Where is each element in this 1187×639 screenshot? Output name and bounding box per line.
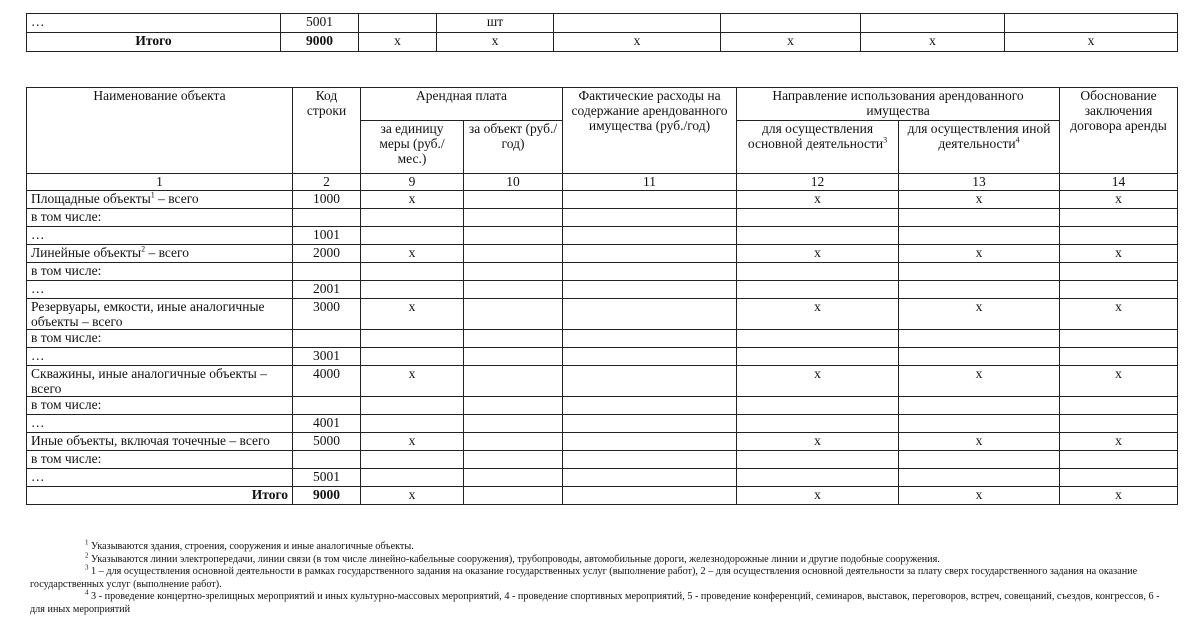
- table-row: [27, 469, 1178, 487]
- table-row: [27, 191, 1178, 209]
- row-name-text: …: [31, 415, 45, 430]
- row-code: [293, 330, 361, 348]
- top-table-cell: [359, 14, 437, 33]
- row-cell-c13: [899, 330, 1060, 348]
- top-table-cell: [1005, 14, 1178, 33]
- row-cell-c12: x: [737, 191, 899, 209]
- top-table-cell: 9000: [281, 33, 359, 52]
- header-name: Наименование объекта: [27, 88, 293, 174]
- row-cell-c10: [464, 433, 563, 451]
- header-rent-unit: за единицу меры (руб./мес.): [361, 121, 464, 174]
- row-cell-c10: [464, 397, 563, 415]
- row-name: [27, 415, 293, 433]
- row-name: [27, 451, 293, 469]
- table-row: [27, 451, 1178, 469]
- total-cell-c13: x: [899, 487, 1060, 505]
- footnote-number: 1: [85, 538, 89, 547]
- row-cell-c12: [737, 415, 899, 433]
- column-number-cell: 1: [27, 174, 293, 191]
- top-table-cell: x: [861, 33, 1005, 52]
- top-table-cell: шт: [437, 14, 554, 33]
- row-name-text: Скважины, иные аналогичные объекты – всего: [31, 366, 267, 396]
- top-table-row: [27, 14, 1178, 33]
- top-table-row: [27, 33, 1178, 52]
- row-name: [27, 348, 293, 366]
- row-code: 2001: [293, 281, 361, 299]
- row-cell-c10: [464, 191, 563, 209]
- row-cell-c11: [563, 397, 737, 415]
- row-name-suffix: – всего: [145, 245, 189, 260]
- table-row: [27, 299, 1178, 330]
- row-cell-c11: [563, 209, 737, 227]
- total-label: Итого: [27, 487, 293, 505]
- row-cell-c10: [464, 330, 563, 348]
- header-dir-main-text: для осуществления основной деятельности: [747, 121, 884, 151]
- row-name: [27, 281, 293, 299]
- row-name-text: Иные объекты, включая точечные – всего: [31, 433, 270, 448]
- row-cell-c11: [563, 348, 737, 366]
- total-cell-c11: [563, 487, 737, 505]
- footnote-number: 3: [85, 563, 89, 572]
- row-cell-c13: [899, 469, 1060, 487]
- table-row: [27, 415, 1178, 433]
- header-code: Код строки: [293, 88, 361, 174]
- row-cell-c10: [464, 263, 563, 281]
- column-number-cell: 9: [361, 174, 464, 191]
- row-code: 3000: [293, 299, 361, 330]
- column-number-cell: 12: [737, 174, 899, 191]
- row-name: [27, 245, 293, 263]
- row-cell-c12: [737, 263, 899, 281]
- row-cell-c13: x: [899, 245, 1060, 263]
- row-cell-c14: [1060, 330, 1178, 348]
- row-code: [293, 263, 361, 281]
- row-name: [27, 469, 293, 487]
- row-cell-c9: [361, 209, 464, 227]
- row-cell-c12: x: [737, 433, 899, 451]
- top-table-cell: …: [27, 14, 281, 33]
- row-cell-c9: [361, 415, 464, 433]
- row-cell-c10: [464, 209, 563, 227]
- table-row: [27, 348, 1178, 366]
- header-rent-object: за объект (руб./год): [464, 121, 563, 174]
- row-cell-c10: [464, 299, 563, 330]
- row-cell-c14: [1060, 227, 1178, 245]
- row-cell-c12: [737, 451, 899, 469]
- header-rent: Арендная плата: [361, 88, 563, 121]
- row-cell-c12: [737, 330, 899, 348]
- column-number-cell: 2: [293, 174, 361, 191]
- row-name-text: …: [31, 227, 45, 242]
- row-code: 2000: [293, 245, 361, 263]
- footnotes: [30, 538, 1176, 616]
- row-cell-c14: [1060, 281, 1178, 299]
- row-cell-c13: [899, 397, 1060, 415]
- column-number-cell: 10: [464, 174, 563, 191]
- row-name-text: в том числе:: [31, 209, 102, 224]
- row-cell-c9: [361, 227, 464, 245]
- table-row: [27, 330, 1178, 348]
- row-name-text: Резервуары, емкости, иные аналогичные объекты – всего: [31, 299, 265, 329]
- row-name-text: Линейные объекты: [31, 245, 142, 260]
- total-cell-c10: [464, 487, 563, 505]
- footnote-1: [30, 538, 1176, 554]
- row-cell-c10: [464, 366, 563, 397]
- row-cell-c13: [899, 263, 1060, 281]
- row-cell-c10: [464, 281, 563, 299]
- row-cell-c14: [1060, 469, 1178, 487]
- top-table-cell: x: [1005, 33, 1178, 52]
- top-table-fragment: [26, 13, 1178, 52]
- row-name-text: в том числе:: [31, 397, 102, 412]
- row-cell-c13: x: [899, 191, 1060, 209]
- row-cell-c11: [563, 191, 737, 209]
- row-cell-c12: [737, 227, 899, 245]
- header-direction: Направление использования арендованного имущества: [737, 88, 1060, 121]
- row-cell-c11: [563, 415, 737, 433]
- row-cell-c12: x: [737, 366, 899, 397]
- row-cell-c14: [1060, 397, 1178, 415]
- row-name-text: Площадные объекты: [31, 191, 151, 206]
- row-name-text: в том числе:: [31, 451, 102, 466]
- row-cell-c9: [361, 348, 464, 366]
- row-cell-c9: [361, 397, 464, 415]
- row-cell-c12: [737, 348, 899, 366]
- row-cell-c12: [737, 281, 899, 299]
- row-cell-c9: [361, 281, 464, 299]
- row-name-sup: 2: [141, 244, 146, 254]
- row-cell-c9: x: [361, 433, 464, 451]
- row-name: [27, 209, 293, 227]
- row-cell-c13: [899, 209, 1060, 227]
- row-cell-c9: x: [361, 245, 464, 263]
- row-name: [27, 433, 293, 451]
- total-cell-c14: x: [1060, 487, 1178, 505]
- row-cell-c13: [899, 281, 1060, 299]
- row-cell-c12: [737, 469, 899, 487]
- row-cell-c13: x: [899, 299, 1060, 330]
- footnote-number: 2: [85, 551, 89, 560]
- top-table-cell: [554, 14, 721, 33]
- row-cell-c9: x: [361, 299, 464, 330]
- row-code: [293, 451, 361, 469]
- row-cell-c12: x: [737, 245, 899, 263]
- row-cell-c11: [563, 330, 737, 348]
- row-cell-c10: [464, 415, 563, 433]
- total-cell-c9: x: [361, 487, 464, 505]
- row-cell-c13: x: [899, 366, 1060, 397]
- header-dir-main-sup: 3: [883, 135, 888, 145]
- header-justification: Обоснование заключения договора аренды: [1060, 88, 1178, 174]
- row-cell-c11: [563, 299, 737, 330]
- row-cell-c11: [563, 245, 737, 263]
- row-name-text: в том числе:: [31, 330, 102, 345]
- row-cell-c9: x: [361, 366, 464, 397]
- row-cell-c14: x: [1060, 191, 1178, 209]
- row-cell-c12: [737, 209, 899, 227]
- table-row: [27, 397, 1178, 415]
- table-row: [27, 209, 1178, 227]
- row-code: 5001: [293, 469, 361, 487]
- row-cell-c14: [1060, 415, 1178, 433]
- row-cell-c13: [899, 451, 1060, 469]
- footnote-text: Указываются линии электропередачи, линии связи (в том числе линейно-кабельные сооружения), трубопроводы, автомобильные дороги, железнодорожные линии и другие подобные сооружения.: [88, 553, 940, 565]
- row-cell-c11: [563, 451, 737, 469]
- footnote-3: [30, 563, 1176, 591]
- row-cell-c13: x: [899, 433, 1060, 451]
- column-number-cell: 14: [1060, 174, 1178, 191]
- table-row: [27, 281, 1178, 299]
- header-row-1: [27, 88, 1178, 121]
- row-name-text: …: [31, 348, 45, 363]
- row-name-text: …: [31, 281, 45, 296]
- row-cell-c14: x: [1060, 245, 1178, 263]
- row-cell-c14: [1060, 451, 1178, 469]
- row-cell-c13: [899, 227, 1060, 245]
- header-expenses: Фактические расходы на содержание арендованного имущества (руб./год): [563, 88, 737, 174]
- row-cell-c13: [899, 415, 1060, 433]
- header-dir-other-sup: 4: [1015, 135, 1020, 145]
- row-name-text: в том числе:: [31, 263, 102, 278]
- row-code: 1001: [293, 227, 361, 245]
- header-dir-main: [737, 121, 899, 174]
- row-code: 4000: [293, 366, 361, 397]
- row-cell-c9: [361, 451, 464, 469]
- row-cell-c10: [464, 451, 563, 469]
- row-code: [293, 209, 361, 227]
- row-cell-c11: [563, 227, 737, 245]
- row-cell-c10: [464, 469, 563, 487]
- footnote-4: [30, 588, 1176, 616]
- row-cell-c11: [563, 433, 737, 451]
- row-cell-c10: [464, 227, 563, 245]
- row-cell-c14: [1060, 348, 1178, 366]
- row-name-suffix: – всего: [154, 191, 199, 206]
- row-cell-c14: [1060, 263, 1178, 281]
- table-row: [27, 227, 1178, 245]
- top-table-cell: x: [554, 33, 721, 52]
- table-row: [27, 263, 1178, 281]
- column-number-row: [27, 174, 1178, 191]
- row-cell-c12: [737, 397, 899, 415]
- row-cell-c10: [464, 348, 563, 366]
- footnote-text: 3 - проведение концертно-зрелищных мероприятий и иных культурно-массовых мероприятий, 4 - проведение спортивных мероприятий, 5 - проведение конференций, семинаров, выставок, переговоров, встреч, совещаний, съездов, конгрессов, 6 - для иных мероприятий: [30, 591, 1160, 615]
- main-lease-table: [26, 87, 1178, 505]
- top-table-cell: x: [359, 33, 437, 52]
- column-number-cell: 13: [899, 174, 1060, 191]
- total-code: 9000: [293, 487, 361, 505]
- row-cell-c12: x: [737, 299, 899, 330]
- row-cell-c11: [563, 281, 737, 299]
- top-table-cell: [721, 14, 861, 33]
- row-cell-c14: [1060, 209, 1178, 227]
- table-row: [27, 433, 1178, 451]
- top-table-cell: Итого: [27, 33, 281, 52]
- row-name: [27, 397, 293, 415]
- row-cell-c14: x: [1060, 433, 1178, 451]
- row-name: [27, 191, 293, 209]
- total-row: [27, 487, 1178, 505]
- row-cell-c9: x: [361, 191, 464, 209]
- row-name-text: …: [31, 469, 45, 484]
- row-code: 3001: [293, 348, 361, 366]
- top-table-cell: x: [721, 33, 861, 52]
- table-row: [27, 245, 1178, 263]
- row-name: [27, 330, 293, 348]
- top-table-cell: [861, 14, 1005, 33]
- row-cell-c11: [563, 366, 737, 397]
- row-cell-c11: [563, 469, 737, 487]
- footnote-text: 1 – для осуществления основной деятельности в рамках государственного задания на оказание государственных услуг (выполнение работ), 2 – для осуществления основной деятельности за плату сверх государственного задания на оказание государственных услуг (выполнение работ).: [30, 566, 1138, 590]
- row-name: [27, 366, 293, 397]
- row-cell-c13: [899, 348, 1060, 366]
- row-cell-c11: [563, 263, 737, 281]
- header-dir-other-text: для осуществления иной деятельности: [907, 121, 1051, 151]
- row-cell-c9: [361, 263, 464, 281]
- footnote-number: 4: [85, 588, 89, 597]
- row-name: [27, 263, 293, 281]
- header-dir-other: [899, 121, 1060, 174]
- top-table-cell: x: [437, 33, 554, 52]
- row-code: 5000: [293, 433, 361, 451]
- row-code: 1000: [293, 191, 361, 209]
- table-row: [27, 366, 1178, 397]
- row-cell-c9: [361, 469, 464, 487]
- row-cell-c14: x: [1060, 366, 1178, 397]
- row-cell-c10: [464, 245, 563, 263]
- row-code: 4001: [293, 415, 361, 433]
- column-number-cell: 11: [563, 174, 737, 191]
- footnote-2: [30, 551, 1176, 567]
- total-cell-c12: x: [737, 487, 899, 505]
- row-name: [27, 299, 293, 330]
- row-cell-c14: x: [1060, 299, 1178, 330]
- top-table-cell: 5001: [281, 14, 359, 33]
- row-name: [27, 227, 293, 245]
- row-name-sup: 1: [150, 190, 155, 200]
- row-cell-c9: [361, 330, 464, 348]
- footnote-text: Указываются здания, строения, сооружения и иные аналогичные объекты.: [88, 541, 414, 552]
- row-code: [293, 397, 361, 415]
